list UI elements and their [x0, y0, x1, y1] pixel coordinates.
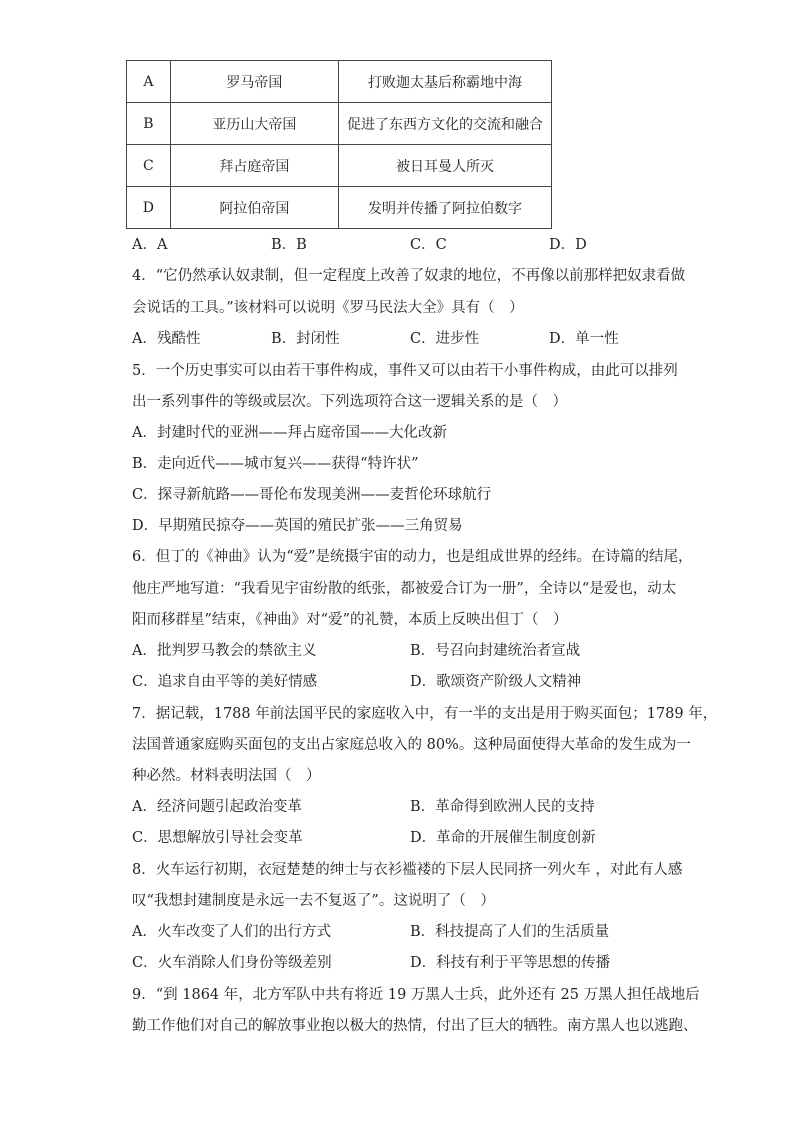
q6-stem-line-1: 6．但丁的《神曲》认为“爱”是统摄宇宙的动力，也是组成世界的经纬。在诗篇的结尾，	[132, 549, 693, 565]
q8-option-c: C．火车消除人们身份等级差别	[132, 955, 332, 971]
q7-option-c: C．思想解放引导社会变革	[132, 830, 303, 846]
q4-option-b: B．封闭性	[271, 331, 340, 347]
q4-option-d: D．单一性	[549, 331, 619, 347]
q4-option-c: C．进步性	[410, 331, 480, 347]
row-empire: 阿拉伯帝国	[170, 187, 338, 229]
row-description: 促进了东西方文化的交流和融合	[339, 103, 552, 145]
q6-option-a: A．批判罗马教会的禁欲主义	[132, 643, 317, 659]
q5-option-b: B．走向近代——城市复兴——获得“特许状”	[132, 456, 419, 472]
q7-option-d: D．革命的开展催生制度创新	[410, 830, 596, 846]
table-row	[127, 187, 552, 229]
q7-option-a: A．经济问题引起政治变革	[132, 799, 302, 815]
q9-stem-line-1: 9．“到 1864 年，北方军队中共有将近 19 万黑人士兵，此外还有 25 万黑人担任战地后	[132, 987, 700, 1003]
q6-option-b: B．号召向封建统治者宣战	[410, 643, 581, 659]
row-letter: D	[127, 187, 171, 229]
q8-option-d: D．科技有利于平等思想的传播	[410, 955, 611, 971]
q9-stem-line-2: 勤工作他们对自己的解放事业抱以极大的热情，付出了巨大的牺牲。南方黑人也以逃跑、	[132, 1018, 698, 1034]
q8-option-b: B．科技提高了人们的生活质量	[410, 924, 610, 940]
q3-option-b: B．B	[271, 237, 307, 253]
q5-option-a: A．封建时代的亚洲——拜占庭帝国——大化改新	[132, 425, 447, 441]
table-row	[127, 61, 552, 103]
q7-stem-line-1: 7．据记载，1788 年前法国平民的家庭收入中，有一半的支出是用于购买面包；1789 年，	[132, 706, 718, 722]
table-row	[127, 103, 552, 145]
q6-stem-line-3: 阳而移群星”结束，《神曲》对“爱”的礼赞，本质上反映出但丁（ ）	[132, 612, 568, 628]
q4-option-a: A．残酷性	[132, 331, 201, 347]
q5-stem-line-2: 出一系列事件的等级或层次。下列选项符合这一逻辑关系的是（ ）	[132, 394, 567, 410]
answer-option-table	[126, 60, 552, 229]
q6-stem-line-2: 他庄严地写道：“我看见宇宙纷散的纸张，都被爱合订为一册”，全诗以“是爱也，动太	[132, 581, 677, 597]
row-letter: B	[127, 103, 171, 145]
table-row	[127, 145, 552, 187]
q6-option-c: C．追求自由平等的美好情感	[132, 674, 318, 690]
row-description: 打败迦太基后称霸地中海	[339, 61, 552, 103]
row-description: 被日耳曼人所灭	[339, 145, 552, 187]
q6-option-d: D．歌颂资产阶级人文精神	[410, 674, 582, 690]
row-letter: C	[127, 145, 171, 187]
q3-option-d: D．D	[549, 237, 587, 253]
q4-stem-line-1: 4．“它仍然承认奴隶制，但一定程度上改善了奴隶的地位，不再像以前那样把奴隶看做	[132, 268, 686, 284]
row-empire: 亚历山大帝国	[170, 103, 338, 145]
q4-stem-line-2: 会说话的工具。”该材料可以说明《罗马民法大全》具有（ ）	[132, 300, 524, 316]
q7-stem-line-2: 法国普通家庭购买面包的支出占家庭总收入的 80%。这种局面使得大革命的发生成为一	[132, 737, 691, 753]
row-empire: 拜占庭帝国	[170, 145, 338, 187]
q5-option-c: C．探寻新航路——哥伦布发现美洲——麦哲伦环球航行	[132, 487, 492, 503]
q3-option-a: A．A	[132, 237, 168, 253]
row-description: 发明并传播了阿拉伯数字	[339, 187, 552, 229]
q8-option-a: A．火车改变了人们的出行方式	[132, 924, 331, 940]
row-empire: 罗马帝国	[170, 61, 338, 103]
q8-stem-line-2: 叹“我想封建制度是永远一去不复返了”。这说明了（ ）	[132, 893, 495, 909]
q8-stem-line-1: 8．火车运行初期，衣冠楚楚的绅士与衣衫褴褛的下层人民同挤一列火车 ，对此有人感	[132, 862, 683, 878]
q5-option-d: D．早期殖民掠夺——英国的殖民扩张——三角贸易	[132, 518, 463, 534]
q5-stem-line-1: 5．一个历史事实可以由若干事件构成，事件又可以由若干小事件构成，由此可以排列	[132, 363, 678, 379]
q7-option-b: B．革命得到欧洲人民的支持	[410, 799, 595, 815]
q3-option-c: C．C	[410, 237, 447, 253]
row-letter: A	[127, 61, 171, 103]
q7-stem-line-3: 种必然。材料表明法国（ ）	[132, 768, 321, 784]
